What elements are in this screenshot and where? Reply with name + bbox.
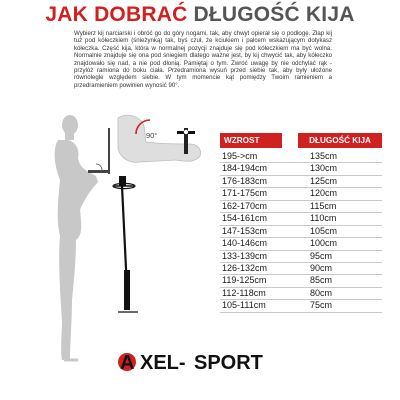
header-growth: WZROST (220, 133, 282, 148)
cell-length: 135cm (310, 151, 338, 161)
table-header (220, 133, 382, 148)
table-row (220, 188, 382, 200)
table-row (220, 300, 382, 312)
cell-growth: 133-139cm (222, 250, 268, 261)
table-row (220, 226, 382, 238)
cell-growth: 140-146cm (222, 238, 268, 249)
cell-length: 115cm (310, 200, 337, 211)
title-red: JAK DOBRAĆ (45, 3, 188, 26)
logo-sport: SPORT (194, 352, 263, 374)
cell-growth: 105-111cm (222, 300, 266, 311)
cell-length: 110cm (310, 213, 337, 224)
cell-length: 100cm (310, 238, 338, 249)
cell-length: 125cm (310, 175, 338, 186)
cell-growth: 126-132cm (222, 262, 268, 273)
cell-growth: 154-161cm (222, 213, 268, 224)
person-silhouette-icon (55, 115, 98, 360)
table-row (220, 163, 382, 175)
cell-length: 90cm (310, 262, 333, 273)
cell-length: 75cm (310, 300, 333, 311)
table-row (220, 213, 382, 225)
cell-growth: 171-175cm (222, 188, 268, 199)
table-row (220, 263, 382, 275)
cell-growth: 176-183cm (222, 175, 268, 186)
axel-sport-logo (100, 345, 300, 381)
logo-xel: XEL- (140, 352, 186, 374)
size-table (220, 133, 382, 313)
cell-growth: 119-125cm (222, 275, 267, 286)
cell-growth: 195->cm (222, 151, 258, 161)
cell-length: 105cm (310, 225, 338, 236)
table-row (220, 275, 382, 287)
cell-growth: 184-194cm (222, 163, 268, 174)
forearm-board (88, 128, 110, 174)
cell-length: 95cm (310, 250, 333, 261)
cell-length: 85cm (310, 275, 333, 286)
cell-growth: 162-170cm (222, 200, 268, 211)
table-row (220, 251, 382, 263)
table-row (220, 238, 382, 250)
arm-illustration (118, 115, 201, 162)
ski-pole-icon (113, 176, 138, 312)
table-row (220, 176, 382, 188)
angle-label: 90° (146, 131, 158, 140)
table-row (220, 288, 382, 300)
table-row (220, 151, 382, 163)
table-row (220, 201, 382, 213)
header-length: DŁUGOŚĆ KIJA (298, 133, 382, 148)
title-gray: DŁUGOŚĆ KIJA (193, 3, 355, 26)
cell-growth: 147-153cm (222, 225, 268, 236)
instructions-text: Wybierz kij narciarski i obróć go do góry nogami, tak, aby chwyt opierał się o podłogę. Złap kij tuż pod kółeczkiem (śnieżynką) tak, byś czuł, że kciukiem i palcem wskazującym dotykasz kółeczka. Część kija, która w normalnej pozycji znajduje się pod kółeczkiem ma być wolna. Normalnie znajduje się ona pod śniegiem dlatego ważne jest, by kij chwycić tak, aby kółeczko znajdowało się nad, a nie pod dłonią. Pamiętaj o tym. Zwróć uwagę by nie odchylać rąk - przylóż ramiona do boku ciała. Przedramiona wysuń przed siebie tak, aby były ułożone równolegle względem siebie. W tym momencie kąt pomiędzy Twoim ramieniem a przedramieniem powinien wynosić 90°. (74, 30, 332, 89)
logo-a: A (120, 352, 135, 374)
cell-length: 120cm (310, 188, 338, 199)
cell-length: 130cm (310, 163, 338, 174)
cell-length: 80cm (310, 287, 333, 298)
table-rows (220, 151, 382, 313)
cell-growth: 112-118cm (222, 287, 266, 298)
